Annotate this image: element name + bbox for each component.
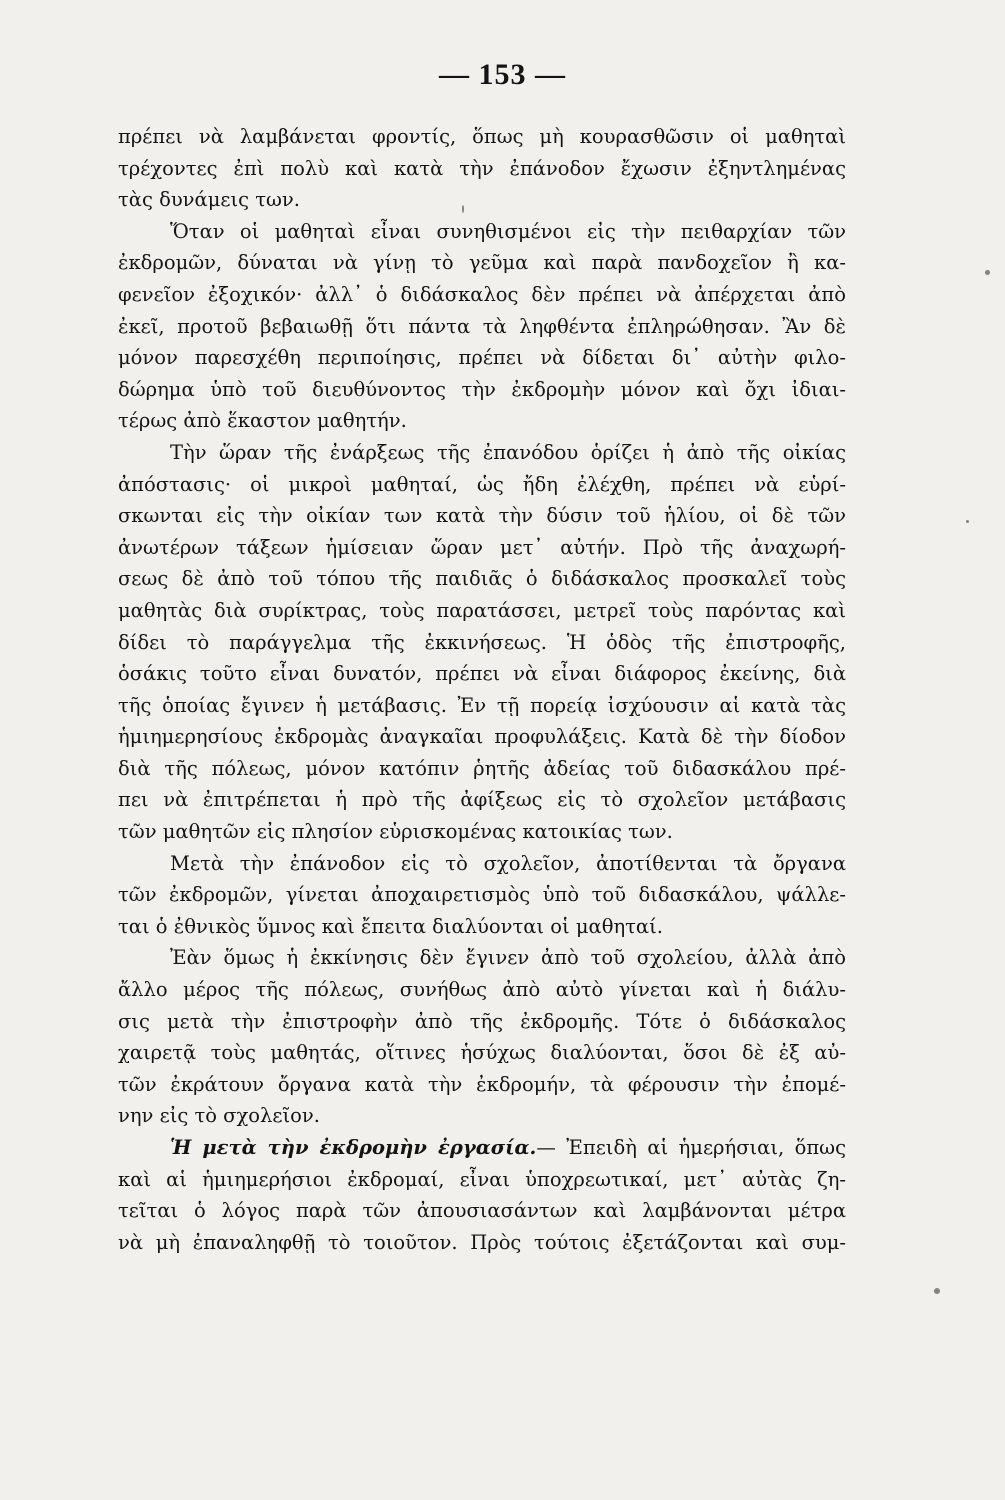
print-speck: [985, 270, 990, 275]
text-line: τῆς ὁποίας ἔγινεν ἡ μετάβασις. Ἐν τῇ πορείᾳ ἰσχύουσιν αἱ κατὰ τὰς: [118, 693, 846, 717]
text-line: Μετὰ τὴν ἐπάνοδον εἰς τὸ σχολεῖον, ἀποτίθενται τὰ ὄργανα: [170, 851, 846, 875]
paragraph: [118, 1132, 846, 1258]
text-line: τέρως ἀπὸ ἕκαστον μαθητήν.: [118, 409, 407, 433]
text-line: ἡμιημερησίους ἐκδρομὰς ἀναγκαῖαι προφυλάξεις. Κατὰ δὲ τὴν δίοδον: [118, 725, 846, 749]
page-number: — 153 —: [439, 58, 566, 91]
paragraph: [118, 216, 846, 437]
text-line: φενεῖον ἐξοχικόν· ἀλλ᾽ ὁ διδάσκαλος δὲν πρέπει νὰ ἀπέρχεται ἀπὸ: [118, 282, 846, 306]
text-line: ἀνωτέρων τάξεων ἡμίσειαν ὥραν μετ᾽ αὐτήν. Πρὸ τῆς ἀναχωρή-: [118, 535, 846, 559]
print-speck: [462, 205, 464, 213]
heading-line-rest: — Ἐπειδὴ αἱ ἡμερήσιαι, ὅπως: [536, 1136, 846, 1159]
text-line: σκωνται εἰς τὴν οἰκίαν των κατὰ τὴν δύσιν τοῦ ἡλίου, οἱ δὲ τῶν: [118, 504, 846, 528]
text-line: Ὅταν οἱ μαθηταὶ εἶναι συνηθισμένοι εἰς τὴν πειθαρχίαν τῶν: [170, 219, 846, 243]
text-line: τῶν ἐκράτουν ὄργανα κατὰ τὴν ἐκδρομήν, τὰ φέρουσιν τὴν ἐπομέ-: [118, 1072, 846, 1096]
text-line: νην εἰς τὸ σχολεῖον.: [118, 1104, 320, 1128]
text-line: διὰ τῆς πόλεως, μόνον κατόπιν ῥητῆς ἀδείας τοῦ διδασκάλου πρέ-: [118, 756, 846, 780]
text-line: ται ὁ ἐθνικὸς ὕμνος καὶ ἔπειτα διαλύονται οἱ μαθηταί.: [118, 914, 663, 938]
text-line: χαιρετᾷ τοὺς μαθητάς, οἵτινες ἡσύχως διαλύονται, ὅσοι δὲ ἐξ αὐ-: [118, 1041, 846, 1065]
text-line: ἐκδρομῶν, δύναται νὰ γίνῃ τὸ γεῦμα καὶ παρὰ πανδοχεῖον ἢ κα-: [118, 251, 846, 275]
text-line: ὁσάκις τοῦτο εἶναι δυνατόν, πρέπει νὰ εἶναι διάφορος ἐκείνης, διὰ: [118, 662, 846, 686]
text-line: τὰς δυνάμεις των.: [118, 188, 300, 212]
paragraph: [118, 848, 846, 943]
print-speck: [966, 520, 969, 523]
text-line: δώρημα ὑπὸ τοῦ διευθύνοντος τὴν ἐκδρομὴν μόνον καὶ ὄχι ἰδιαι-: [118, 377, 846, 401]
text-line: τῶν ἐκδρομῶν, γίνεται ἀποχαιρετισμὸς ὑπὸ τοῦ διδασκάλου, ψάλλε-: [118, 883, 846, 907]
text-line: τῶν μαθητῶν εἰς πλησίον εὑρισκομένας κατοικίας των.: [118, 820, 673, 844]
text-line: τρέχοντες ἐπὶ πολὺ καὶ κατὰ τὴν ἐπάνοδον ἔχωσιν ἐξηντλημένας: [118, 156, 846, 180]
text-line: τεῖται ὁ λόγος παρὰ τῶν ἀπουσιασάντων καὶ λαμβάνονται μέτρα: [118, 1199, 846, 1223]
text-line: Τὴν ὥραν τῆς ἐνάρξεως τῆς ἐπανόδου ὁρίζει ἡ ἀπὸ τῆς οἰκίας: [170, 440, 846, 464]
text-line: μόνον παρεσχέθη περιποίησις, πρέπει νὰ δίδεται δι᾽ αὐτὴν φιλο-: [118, 346, 846, 370]
paragraph: [118, 437, 846, 848]
print-speck: [934, 1288, 940, 1294]
text-line: [118, 1132, 846, 1164]
text-line: νὰ μὴ ἐπαναληφθῇ τὸ τοιοῦτον. Πρὸς τούτοις ἐξετάζονται καὶ συμ-: [118, 1230, 846, 1254]
text-line: δίδει τὸ παράγγελμα τῆς ἐκκινήσεως. Ἡ ὁδὸς τῆς ἐπιστροφῆς,: [118, 630, 846, 654]
text-line: ἀπόστασις· οἱ μικροὶ μαθηταί, ὡς ἤδη ἐλέχθη, πρέπει νὰ εὑρί-: [118, 472, 846, 496]
text-line: καὶ αἱ ἡμιημερήσιοι ἐκδρομαί, εἶναι ὑποχρεωτικαί, μετ᾽ αὐτὰς ζη-: [118, 1167, 846, 1191]
text-line: σις μετὰ τὴν ἐπιστροφὴν ἀπὸ τῆς ἐκδρομῆς. Τότε ὁ διδάσκαλος: [118, 1009, 846, 1033]
text-line: Ἐὰν ὅμως ἡ ἐκκίνησις δὲν ἔγινεν ἀπὸ τοῦ σχολείου, ἀλλὰ ἀπὸ: [170, 946, 846, 970]
body-text: [118, 121, 846, 1258]
text-line: πρέπει νὰ λαμβάνεται φροντίς, ὅπως μὴ κουρασθῶσιν οἱ μαθηταὶ: [118, 125, 846, 148]
text-line: σεως δὲ ἀπὸ τοῦ τόπου τῆς παιδιᾶς ὁ διδάσκαλος προσκαλεῖ τοὺς: [118, 567, 846, 591]
paragraph: [118, 121, 846, 216]
section-heading: Ἡ μετὰ τὴν ἐκδρομὴν ἐργασία.: [170, 1136, 537, 1159]
text-line: ἐκεῖ, προτοῦ βεβαιωθῇ ὅτι πάντα τὰ ληφθέντα ἐπληρώθησαν. Ἂν δὲ: [118, 314, 846, 338]
text-line: ἄλλο μέρος τῆς πόλεως, συνήθως ἀπὸ αὐτὸ γίνεται καὶ ἡ διάλυ-: [118, 978, 846, 1002]
text-line: μαθητὰς διὰ συρίκτρας, τοὺς παρατάσσει, μετρεῖ τοὺς παρόντας καὶ: [118, 598, 846, 622]
paragraph: [118, 942, 846, 1132]
text-line: πει νὰ ἐπιτρέπεται ἡ πρὸ τῆς ἀφίξεως εἰς τὸ σχολεῖον μετάβασις: [118, 788, 846, 812]
